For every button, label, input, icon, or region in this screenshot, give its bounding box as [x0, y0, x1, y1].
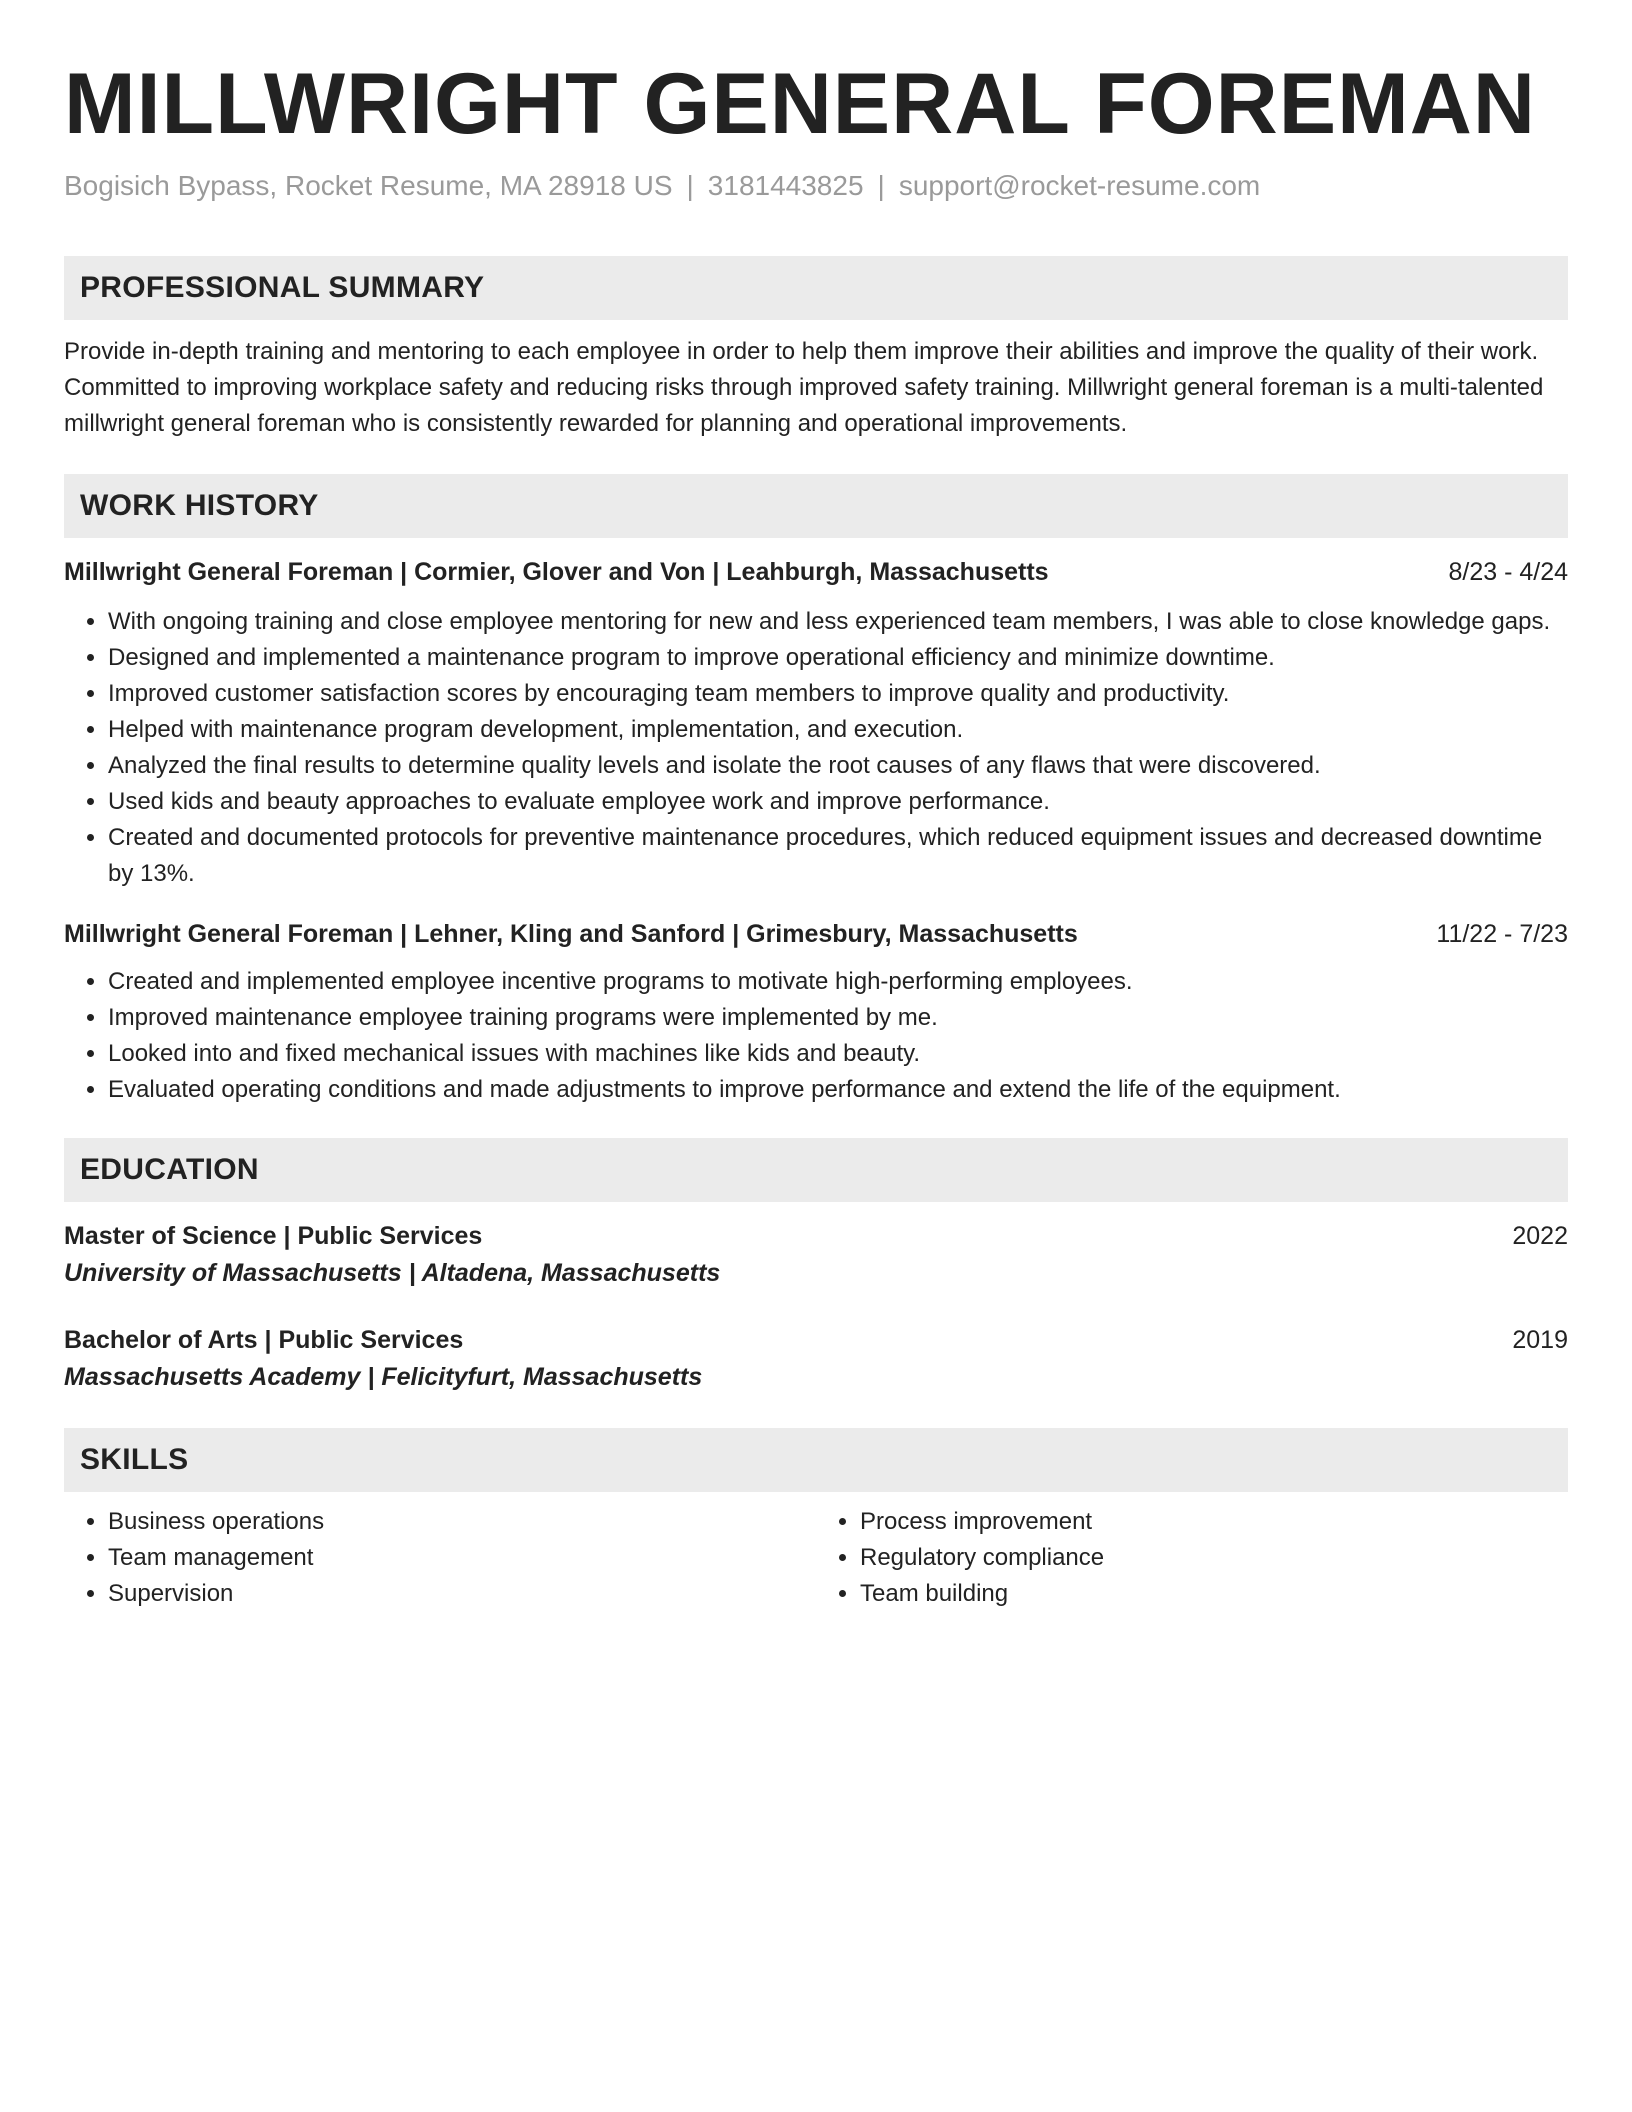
skills-grid — [64, 1504, 1568, 1612]
job-bullet: • Created and implemented employee incentive programs to motivate high-performing employees. — [108, 964, 1568, 1000]
education-entry — [64, 1218, 1568, 1292]
skill-item: • Business operations — [108, 1504, 816, 1540]
job-bullet: • Looked into and fixed mechanical issues with machines like kids and beauty. — [108, 1036, 1568, 1072]
skills-list — [816, 1504, 1568, 1612]
education-year: 2019 — [1512, 1326, 1568, 1354]
job-bullets — [64, 604, 1568, 892]
job-title: Millwright General Foreman | Cormier, Glover and Von | Leahburgh, Massachusetts — [64, 558, 1049, 586]
section-header-summary: PROFESSIONAL SUMMARY — [64, 256, 1568, 320]
job-bullet: • Designed and implemented a maintenance program to improve operational efficiency and minimize downtime. — [108, 640, 1568, 676]
skill-item: • Supervision — [108, 1576, 816, 1612]
skills-list — [64, 1504, 816, 1612]
job-title: Millwright General Foreman | Lehner, Kling and Sanford | Grimesbury, Massachusetts — [64, 920, 1078, 948]
education-header — [64, 1218, 1568, 1254]
education-school: Massachusetts Academy | Felicityfurt, Massachusetts — [64, 1363, 703, 1391]
skill-item: • Team management — [108, 1540, 816, 1576]
section-header-work-history: WORK HISTORY — [64, 474, 1568, 538]
job-bullet: • Improved customer satisfaction scores by encouraging team members to improve quality and productivity. — [108, 676, 1568, 712]
job-bullet: • Helped with maintenance program development, implementation, and execution. — [108, 712, 1568, 748]
skill-item: • Team building — [860, 1576, 1568, 1612]
skill-item: • Process improvement — [860, 1504, 1568, 1540]
contact-email: support@rocket-resume.com — [898, 170, 1261, 201]
section-header-skills: SKILLS — [64, 1428, 1568, 1492]
contact-separator: | — [686, 170, 694, 201]
job-entry — [64, 916, 1568, 1108]
job-entry — [64, 554, 1568, 892]
education-degree: Master of Science | Public Services — [64, 1222, 483, 1250]
education-degree: Bachelor of Arts | Public Services — [64, 1326, 464, 1354]
skills-column-left — [64, 1504, 816, 1612]
skills-column-right — [816, 1504, 1568, 1612]
job-bullet: • Evaluated operating conditions and made adjustments to improve performance and extend the life of the equipment. — [108, 1072, 1568, 1108]
job-bullet: • Used kids and beauty approaches to evaluate employee work and improve performance. — [108, 784, 1568, 820]
contact-separator: | — [877, 170, 885, 201]
job-bullet: • Improved maintenance employee training programs were implemented by me. — [108, 1000, 1568, 1036]
job-bullet: • Analyzed the final results to determine quality levels and isolate the root causes of any flaws that were discovered. — [108, 748, 1568, 784]
job-bullet: • Created and documented protocols for preventive maintenance procedures, which reduced equipment issues and decreased downtime by 13%. — [108, 820, 1568, 892]
education-year: 2022 — [1512, 1222, 1568, 1250]
candidate-name: MILLWRIGHT GENERAL FOREMAN — [64, 56, 1537, 152]
job-bullet: • With ongoing training and close employee mentoring for new and less experienced team members, I was able to close knowledge gaps. — [108, 604, 1568, 640]
education-school: University of Massachusetts | Altadena, Massachusetts — [64, 1259, 721, 1287]
job-dates: 11/22 - 7/23 — [1436, 920, 1568, 948]
job-header — [64, 916, 1568, 952]
job-dates: 8/23 - 4/24 — [1448, 558, 1568, 586]
contact-phone: 3181443825 — [707, 170, 864, 201]
contact-line — [64, 166, 1568, 206]
summary-text: Provide in-depth training and mentoring to each employee in order to help them improve their abilities and improve the quality of their work. Committed to improving workplace safety and reducing risks through improved safety training. Millwright general foreman is a multi-talented millwright general foreman who is consistently rewarded for planning and operational improvements. — [64, 338, 1544, 437]
contact-address: Bogisich Bypass, Rocket Resume, MA 28918 US — [64, 170, 673, 201]
education-entry — [64, 1322, 1568, 1396]
job-bullets — [64, 964, 1568, 1108]
skill-item: • Regulatory compliance — [860, 1540, 1568, 1576]
job-header — [64, 554, 1568, 590]
section-header-education: EDUCATION — [64, 1138, 1568, 1202]
education-header — [64, 1322, 1568, 1358]
